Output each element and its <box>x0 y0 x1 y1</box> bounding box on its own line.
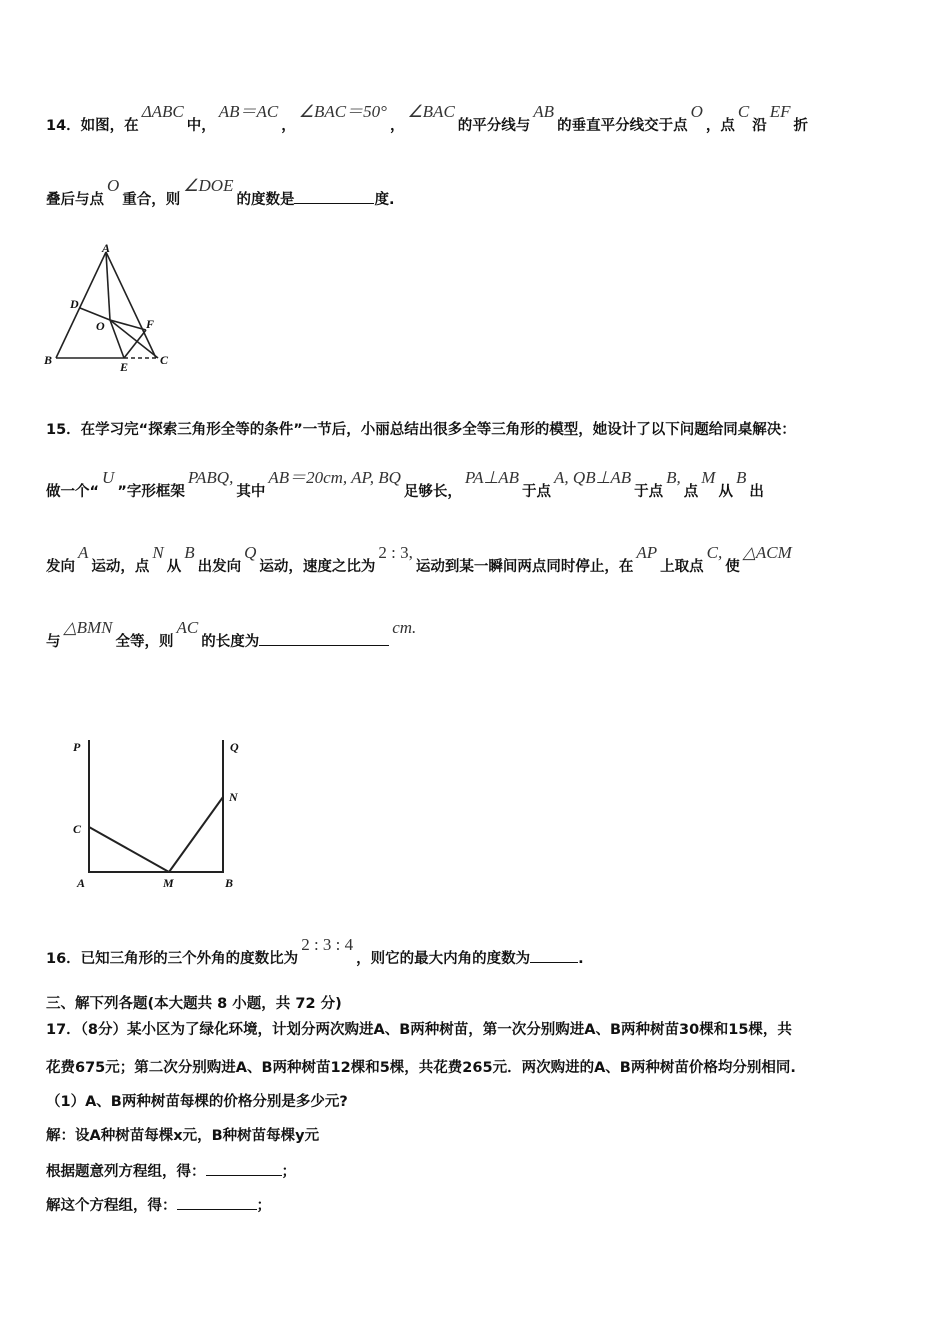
answer-blank <box>294 189 374 204</box>
math-expression: AB＝AC <box>218 102 279 121</box>
text-segment: 的长度为 <box>201 634 260 650</box>
q15-u-frame-figure <box>65 735 255 895</box>
text-segment: 出发向 <box>197 559 242 575</box>
math-expression: AP <box>636 543 658 562</box>
text-segment: ，点 <box>705 118 735 134</box>
text-segment: 16．已知三角形的三个外角的度数比为 <box>46 951 299 967</box>
fig1-label-f: F <box>146 317 155 331</box>
text-segment: 发向 <box>46 559 75 575</box>
q15-line-1 <box>46 420 796 440</box>
math-expression: AC <box>176 618 199 637</box>
text-segment: 中， <box>186 118 216 134</box>
q17-line-5 <box>46 1161 296 1182</box>
math-expression: U <box>102 468 115 487</box>
text-segment: 于点 <box>634 484 664 500</box>
answer-blank <box>259 631 389 646</box>
text-segment: 出 <box>749 484 764 500</box>
text-segment: 的度数是 <box>236 192 295 208</box>
text-segment: ； <box>256 1198 271 1214</box>
text-segment: 上取点 <box>660 559 704 575</box>
text-segment: 度. <box>374 192 395 208</box>
text-segment: 与 <box>46 634 61 650</box>
q17-line-2 <box>46 1058 796 1078</box>
fig2-label-b: B <box>225 876 234 890</box>
math-expression: AB <box>533 102 555 121</box>
math-expression: 2 : 3, <box>378 543 413 562</box>
text-segment: 的垂直平分线交于点 <box>557 118 688 134</box>
q15-line-3 <box>46 543 795 577</box>
math-expression: AB＝20cm, AP, BQ <box>268 468 401 487</box>
text-segment: 于点 <box>522 484 552 500</box>
text-segment: 运动到某一瞬间两点同时停止，在 <box>415 559 634 575</box>
fig2-label-a: A <box>77 876 86 890</box>
math-expression: ∠BAC <box>407 102 455 121</box>
math-expression: O <box>690 102 703 121</box>
text-segment: 17．（8分）某小区为了绿化环境，计划分两次购进A、B两种树苗，第一次分别购进A、B两种树苗30棵和15棵，共 <box>46 1022 792 1038</box>
text-segment: 三、解下列各题(本大题共 8 小题，共 72 分) <box>46 996 342 1012</box>
text-segment: ，则它的最大内角的度数为 <box>356 951 531 967</box>
q15-line-2 <box>46 468 764 502</box>
text-segment: ， <box>281 118 296 134</box>
math-expression: cm. <box>392 618 417 637</box>
text-segment: 使 <box>725 559 740 575</box>
fig1-label-e: E <box>120 360 129 374</box>
text-segment: （1）A、B两种树苗每棵的价格分别是多少元? <box>46 1094 348 1110</box>
text-segment: 的平分线与 <box>457 118 531 134</box>
math-expression: △BMN <box>63 618 113 637</box>
text-segment: 点 <box>683 484 699 500</box>
text-segment: 其中 <box>236 484 266 500</box>
math-expression: O <box>107 176 120 195</box>
math-expression: C <box>737 102 750 121</box>
text-segment: . <box>578 951 584 967</box>
text-segment: ， <box>389 118 405 134</box>
math-expression: △ACM <box>742 543 792 562</box>
fig2-label-m: M <box>163 876 174 890</box>
text-segment: 沿 <box>752 118 767 134</box>
math-expression: PA⊥AB <box>464 468 520 487</box>
fig1-label-c: C <box>160 353 169 367</box>
math-expression: Q <box>244 543 257 562</box>
q17-line-1 <box>46 1020 792 1040</box>
text-segment: 折 <box>793 118 808 134</box>
math-expression: ∠BAC＝50° <box>298 102 387 121</box>
q15-line-4 <box>46 618 419 652</box>
q14-line-1 <box>46 102 808 136</box>
math-expression: ΔABC <box>141 102 184 121</box>
text-segment: 解：设A种树苗每棵x元，B种树苗每棵y元 <box>46 1128 320 1144</box>
text-segment: 根据题意列方程组，得： <box>46 1164 206 1180</box>
text-segment: 花费675元；第二次分别购进A、B两种树苗12棵和5棵，共花费265元．两次购进的A、B两种树苗价格均分别相同. <box>46 1060 796 1076</box>
text-segment: 运动，速度之比为 <box>259 559 376 575</box>
text-segment: 14．如图，在 <box>46 118 139 134</box>
text-segment: 叠后与点 <box>46 192 104 208</box>
math-expression: 2 : 3 : 4 <box>301 935 354 954</box>
math-expression: C, <box>706 543 723 562</box>
answer-blank <box>206 1161 282 1176</box>
fig2-label-n: N <box>229 790 238 804</box>
math-expression: PABQ, <box>187 468 234 487</box>
text-segment: 全等，则 <box>115 634 174 650</box>
answer-blank <box>177 1195 257 1210</box>
fig1-label-a: A <box>102 241 111 255</box>
text-segment: 从 <box>718 484 733 500</box>
math-expression: A, QB⊥AB <box>554 468 632 487</box>
fig1-label-b: B <box>44 353 53 367</box>
q17-line-4 <box>46 1126 319 1146</box>
q17-line-3 <box>46 1092 348 1112</box>
fig1-label-d: D <box>70 297 79 311</box>
math-expression: EF <box>769 102 791 121</box>
fig1-label-o: O <box>96 319 105 333</box>
text-segment: 15．在学习完“探索三角形全等的条件”一节后，小丽总结出很多全等三角形的模型，她设计了以下问题给同桌解决： <box>46 422 796 438</box>
q14-line-2 <box>46 176 395 210</box>
fig2-label-p: P <box>73 740 81 754</box>
text-segment: ”字形框架 <box>117 484 185 500</box>
fig2-label-c: C <box>73 822 82 836</box>
fig2-label-q: Q <box>230 740 239 754</box>
text-segment: 做一个“ <box>46 484 100 500</box>
math-expression: N <box>152 543 164 562</box>
text-segment: 重合，则 <box>122 192 181 208</box>
text-segment: 足够长， <box>403 484 462 500</box>
math-expression: M <box>701 468 716 487</box>
text-segment: 解这个方程组，得： <box>46 1198 177 1214</box>
text-segment: 运动，点 <box>91 559 150 575</box>
answer-blank <box>530 948 578 963</box>
math-expression: A <box>78 543 89 562</box>
q17-line-6 <box>46 1195 271 1216</box>
text-segment: 从 <box>166 559 182 575</box>
text-segment: ； <box>281 1164 296 1180</box>
q16-line-1 <box>46 935 584 969</box>
math-expression: B, <box>666 468 681 487</box>
section-3-heading <box>46 994 342 1014</box>
math-expression: ∠DOE <box>183 176 234 195</box>
math-expression: B <box>184 543 195 562</box>
q14-triangle-figure <box>40 240 180 375</box>
math-expression: B <box>735 468 747 487</box>
